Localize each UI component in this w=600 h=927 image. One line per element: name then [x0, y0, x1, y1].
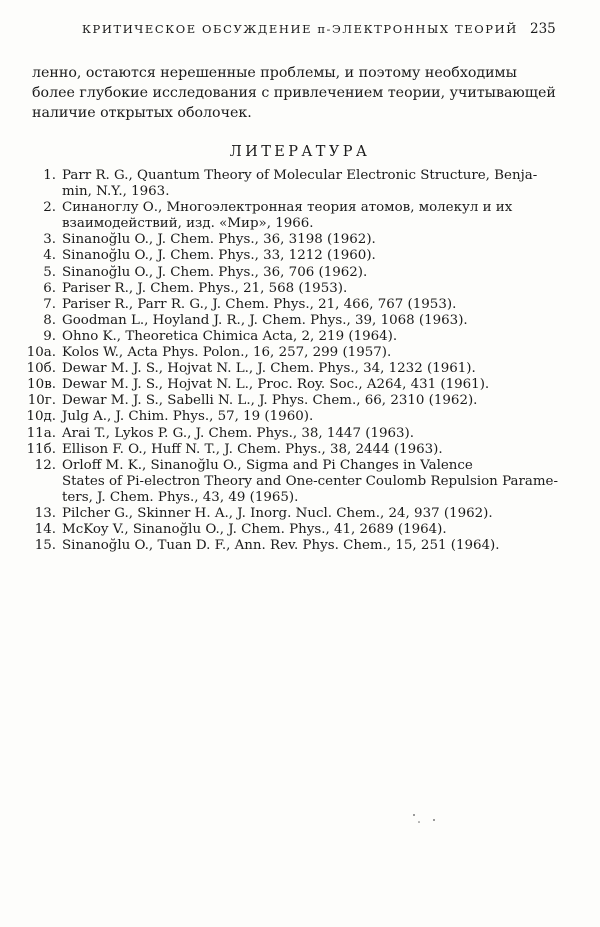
reference-line: Dewar M. J. S., Hojvat N. L., J. Chem. Phys., 34, 1232 (1961). [62, 361, 476, 377]
reference-text [62, 265, 568, 281]
reference-text [62, 345, 568, 361]
reference-line: Ellison F. O., Huff N. T., J. Chem. Phys., 38, 2444 (1963). [62, 441, 443, 457]
reference-text [62, 442, 568, 458]
reference-item [0, 458, 600, 506]
reference-line: min, N.Y., 1963. [62, 184, 170, 200]
body-line: более глубокие исследования с привлечением теории, учитывающей [32, 85, 556, 101]
reference-item [0, 377, 600, 393]
reference-number: 13. [34, 505, 56, 521]
reference-line: Dewar M. J. S., Hojvat N. L., Proc. Roy. Soc., A264, 431 (1961). [62, 377, 490, 393]
reference-item [0, 361, 600, 377]
running-header [0, 22, 600, 40]
reference-line: Orloff M. K., Sinanoğlu O., Sigma and Pi Changes in Valence [62, 457, 473, 473]
reference-line: Sinanoğlu O., J. Chem. Phys., 36, 706 (1962). [62, 264, 368, 280]
section-heading: ЛИТЕРАТУРА [229, 144, 371, 160]
reference-number: 6. [43, 280, 56, 296]
reference-line: Parr R. G., Quantum Theory of Molecular Electronic Structure, Benja- [62, 168, 538, 183]
reference-number: 2. [43, 200, 56, 216]
reference-line: взаимодействий, изд. «Мир», 1966. [62, 216, 314, 232]
reference-line: Sinanoğlu O., J. Chem. Phys., 33, 1212 (1960). [62, 248, 376, 264]
reference-line: Pariser R., Parr R. G., J. Chem. Phys., 21, 466, 767 (1953). [62, 296, 457, 312]
reference-text [62, 538, 568, 554]
reference-item [0, 265, 600, 281]
reference-item [0, 522, 600, 538]
reference-item [0, 168, 600, 200]
reference-number: 9. [43, 328, 56, 344]
print-specks [410, 812, 440, 826]
reference-text [62, 377, 568, 393]
reference-item [0, 313, 600, 329]
reference-item [0, 297, 600, 313]
reference-number: 15. [34, 538, 56, 554]
reference-item [0, 281, 600, 297]
reference-number: 10а. [26, 345, 56, 361]
reference-text [62, 232, 568, 248]
body-line: ленно, остаются нерешенные проблемы, и поэтому необходимы [32, 65, 517, 81]
reference-item [0, 329, 600, 345]
reference-text [62, 200, 568, 232]
reference-number: 4. [43, 248, 56, 264]
reference-item [0, 393, 600, 409]
reference-text [62, 313, 568, 329]
reference-line: McKoy V., Sinanoğlu O., J. Chem. Phys., 41, 2689 (1964). [62, 522, 447, 538]
reference-item [0, 409, 600, 425]
reference-item [0, 538, 600, 554]
running-title: КРИТИЧЕСКОЕ ОБСУЖДЕНИЕ π-ЭЛЕКТРОННЫХ ТЕОРИЙ [82, 22, 518, 36]
reference-item [0, 506, 600, 522]
reference-number: 14. [34, 522, 56, 538]
reference-item [0, 200, 600, 232]
reference-number: 8. [43, 312, 56, 328]
reference-list [0, 168, 600, 554]
reference-line: Pilcher G., Skinner H. A., J. Inorg. Nucl. Chem., 24, 937 (1962). [62, 505, 493, 521]
reference-line: Kolos W., Acta Phys. Polon., 16, 257, 299 (1957). [62, 345, 392, 361]
reference-line: Goodman L., Hoyland J. R., J. Chem. Phys., 39, 1068 (1963). [62, 312, 468, 328]
reference-text [62, 426, 568, 442]
reference-number: 10б. [26, 361, 56, 377]
reference-number: 1. [43, 168, 56, 183]
reference-text [62, 168, 568, 200]
body-line: наличие открытых оболочек. [32, 105, 252, 121]
reference-line: States of Pi-electron Theory and One-center Coulomb Repulsion Parame- [62, 473, 558, 489]
reference-text [62, 393, 568, 409]
reference-number: 7. [43, 296, 56, 312]
reference-line: Arai T., Lykos P. G., J. Chem. Phys., 38, 1447 (1963). [62, 425, 415, 441]
reference-text [62, 409, 568, 425]
reference-line: Pariser R., J. Chem. Phys., 21, 568 (1953). [62, 280, 348, 296]
reference-text [62, 297, 568, 313]
reference-text [62, 522, 568, 538]
reference-number: 11б. [26, 441, 56, 457]
reference-text [62, 329, 568, 345]
reference-number: 10д. [26, 409, 56, 425]
reference-item [0, 248, 600, 264]
reference-number: 10в. [27, 377, 56, 393]
reference-item [0, 232, 600, 248]
reference-number: 3. [43, 232, 56, 248]
reference-text [62, 248, 568, 264]
reference-text [62, 281, 568, 297]
reference-item [0, 426, 600, 442]
reference-line: ters, J. Chem. Phys., 43, 49 (1965). [62, 489, 299, 505]
page-number: 235 [530, 21, 556, 37]
body-paragraph [32, 63, 568, 123]
reference-line: Julg A., J. Chim. Phys., 57, 19 (1960). [62, 409, 314, 425]
reference-number: 5. [43, 264, 56, 280]
reference-line: Dewar M. J. S., Sabelli N. L., J. Phys. Chem., 66, 2310 (1962). [62, 393, 478, 409]
reference-line: Sinanoğlu O., J. Chem. Phys., 36, 3198 (1962). [62, 232, 376, 248]
reference-line: Синаноглу О., Многоэлектронная теория атомов, молекул и их [62, 200, 513, 216]
reference-item [0, 345, 600, 361]
reference-line: Ohno K., Theoretica Chimica Acta, 2, 219 (1964). [62, 328, 398, 344]
reference-number: 12. [34, 457, 56, 473]
reference-number: 10г. [27, 393, 56, 409]
reference-text [62, 506, 568, 522]
reference-text [62, 361, 568, 377]
reference-line: Sinanoğlu O., Tuan D. F., Ann. Rev. Phys. Chem., 15, 251 (1964). [62, 538, 500, 554]
reference-text [62, 458, 568, 506]
reference-number: 11а. [26, 425, 56, 441]
reference-item [0, 442, 600, 458]
